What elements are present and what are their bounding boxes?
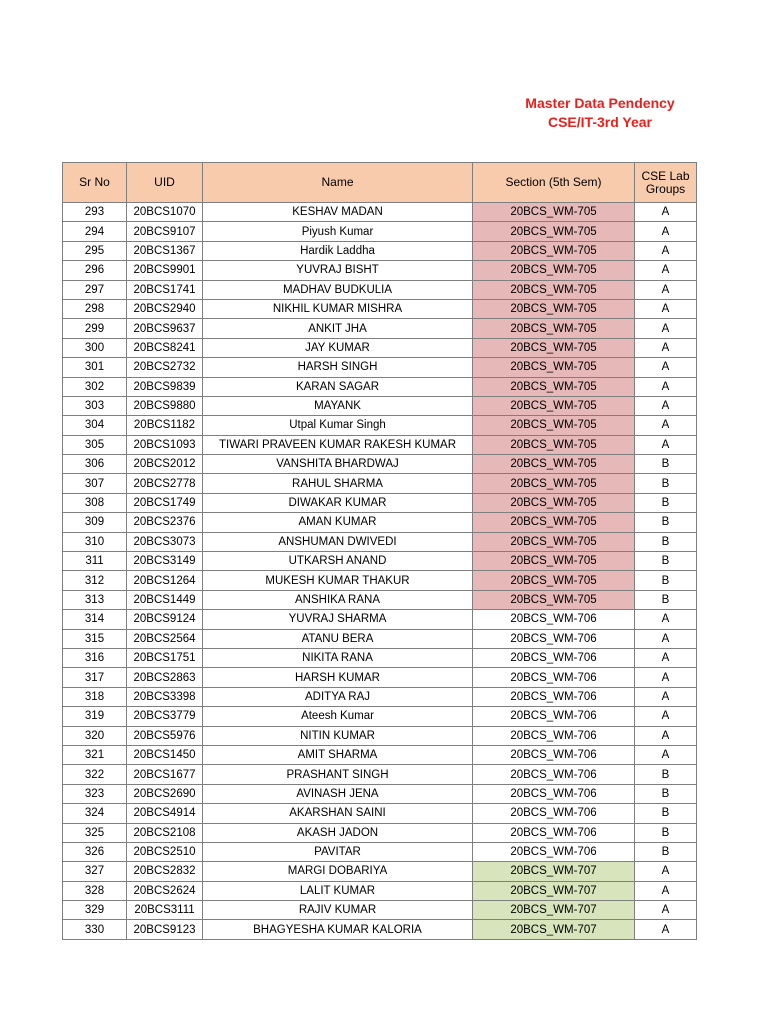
table-row [63, 338, 697, 357]
cell-uid: 20BCS9123 [127, 920, 203, 939]
cell-name: NITIN KUMAR [203, 726, 473, 745]
cell-sr-no: 312 [63, 571, 127, 590]
cell-uid: 20BCS2510 [127, 842, 203, 861]
cell-sr-no: 295 [63, 241, 127, 260]
cell-sr-no: 307 [63, 474, 127, 493]
table-row [63, 513, 697, 532]
cell-section: 20BCS_WM-705 [473, 241, 635, 260]
cell-sr-no: 323 [63, 784, 127, 803]
cell-sr-no: 324 [63, 804, 127, 823]
cell-name: DIWAKAR KUMAR [203, 493, 473, 512]
cell-name: VANSHITA BHARDWAJ [203, 455, 473, 474]
cell-section: 20BCS_WM-705 [473, 513, 635, 532]
cell-lab-group: B [635, 532, 697, 551]
cell-lab-group: B [635, 552, 697, 571]
cell-uid: 20BCS9839 [127, 377, 203, 396]
cell-lab-group: A [635, 241, 697, 260]
cell-uid: 20BCS2832 [127, 862, 203, 881]
cell-uid: 20BCS2012 [127, 455, 203, 474]
cell-sr-no: 300 [63, 338, 127, 357]
table-row [63, 241, 697, 260]
cell-uid: 20BCS2624 [127, 881, 203, 900]
cell-uid: 20BCS9107 [127, 222, 203, 241]
cell-lab-group: A [635, 358, 697, 377]
table-row [63, 881, 697, 900]
cell-uid: 20BCS9901 [127, 261, 203, 280]
cell-uid: 20BCS3149 [127, 552, 203, 571]
cell-lab-group: A [635, 668, 697, 687]
cell-sr-no: 305 [63, 435, 127, 454]
cell-name: ANSHUMAN DWIVEDI [203, 532, 473, 551]
cell-name: TIWARI PRAVEEN KUMAR RAKESH KUMAR [203, 435, 473, 454]
cell-name: NIKITA RANA [203, 648, 473, 667]
cell-sr-no: 304 [63, 416, 127, 435]
table-row [63, 396, 697, 415]
cell-uid: 20BCS1093 [127, 435, 203, 454]
cell-sr-no: 329 [63, 901, 127, 920]
cell-sr-no: 299 [63, 319, 127, 338]
cell-section: 20BCS_WM-706 [473, 784, 635, 803]
cell-lab-group: A [635, 319, 697, 338]
table-row [63, 377, 697, 396]
cell-uid: 20BCS2690 [127, 784, 203, 803]
cell-lab-group: A [635, 862, 697, 881]
cell-section: 20BCS_WM-705 [473, 552, 635, 571]
table-row [63, 804, 697, 823]
cell-name: RAHUL SHARMA [203, 474, 473, 493]
cell-name: YUVRAJ SHARMA [203, 610, 473, 629]
cell-section: 20BCS_WM-705 [473, 377, 635, 396]
table-row [63, 319, 697, 338]
cell-lab-group: B [635, 804, 697, 823]
cell-sr-no: 302 [63, 377, 127, 396]
cell-uid: 20BCS8241 [127, 338, 203, 357]
cell-name: LALIT KUMAR [203, 881, 473, 900]
cell-uid: 20BCS2376 [127, 513, 203, 532]
cell-section: 20BCS_WM-706 [473, 745, 635, 764]
table-row [63, 707, 697, 726]
cell-name: KESHAV MADAN [203, 203, 473, 222]
cell-section: 20BCS_WM-707 [473, 862, 635, 881]
cell-section: 20BCS_WM-706 [473, 726, 635, 745]
cell-lab-group: A [635, 745, 697, 764]
cell-uid: 20BCS1070 [127, 203, 203, 222]
cell-lab-group: A [635, 901, 697, 920]
cell-sr-no: 313 [63, 590, 127, 609]
cell-name: PRASHANT SINGH [203, 765, 473, 784]
cell-name: ANKIT JHA [203, 319, 473, 338]
table-row [63, 203, 697, 222]
cell-sr-no: 327 [63, 862, 127, 881]
cell-lab-group: A [635, 396, 697, 415]
cell-uid: 20BCS9637 [127, 319, 203, 338]
table-row [63, 435, 697, 454]
header-sr-no: Sr No [63, 163, 127, 203]
table-row [63, 280, 697, 299]
cell-name: PAVITAR [203, 842, 473, 861]
table-row [63, 571, 697, 590]
table-row [63, 765, 697, 784]
cell-uid: 20BCS9124 [127, 610, 203, 629]
cell-lab-group: B [635, 823, 697, 842]
cell-name: UTKARSH ANAND [203, 552, 473, 571]
cell-section: 20BCS_WM-706 [473, 610, 635, 629]
cell-lab-group: B [635, 571, 697, 590]
cell-sr-no: 320 [63, 726, 127, 745]
cell-uid: 20BCS1182 [127, 416, 203, 435]
cell-name: AKARSHAN SAINI [203, 804, 473, 823]
cell-name: Ateesh Kumar [203, 707, 473, 726]
header-section: Section (5th Sem) [473, 163, 635, 203]
cell-lab-group: A [635, 610, 697, 629]
table-row [63, 920, 697, 939]
cell-lab-group: B [635, 455, 697, 474]
cell-name: Piyush Kumar [203, 222, 473, 241]
cell-sr-no: 308 [63, 493, 127, 512]
cell-lab-group: B [635, 513, 697, 532]
cell-name: AMIT SHARMA [203, 745, 473, 764]
cell-section: 20BCS_WM-705 [473, 532, 635, 551]
cell-uid: 20BCS1264 [127, 571, 203, 590]
cell-section: 20BCS_WM-705 [473, 261, 635, 280]
cell-section: 20BCS_WM-706 [473, 629, 635, 648]
cell-lab-group: A [635, 687, 697, 706]
cell-lab-group: B [635, 842, 697, 861]
cell-uid: 20BCS1751 [127, 648, 203, 667]
cell-uid: 20BCS1367 [127, 241, 203, 260]
cell-name: MUKESH KUMAR THAKUR [203, 571, 473, 590]
cell-uid: 20BCS1450 [127, 745, 203, 764]
cell-uid: 20BCS1449 [127, 590, 203, 609]
cell-lab-group: A [635, 416, 697, 435]
cell-uid: 20BCS4914 [127, 804, 203, 823]
cell-sr-no: 294 [63, 222, 127, 241]
cell-section: 20BCS_WM-706 [473, 648, 635, 667]
cell-lab-group: B [635, 590, 697, 609]
table-row [63, 474, 697, 493]
cell-name: MARGI DOBARIYA [203, 862, 473, 881]
pendency-table [62, 162, 697, 940]
cell-section: 20BCS_WM-705 [473, 590, 635, 609]
table-row [63, 823, 697, 842]
cell-name: Utpal Kumar Singh [203, 416, 473, 435]
table-row [63, 455, 697, 474]
cell-section: 20BCS_WM-705 [473, 493, 635, 512]
cell-section: 20BCS_WM-706 [473, 707, 635, 726]
cell-section: 20BCS_WM-706 [473, 765, 635, 784]
cell-sr-no: 309 [63, 513, 127, 532]
cell-sr-no: 297 [63, 280, 127, 299]
cell-section: 20BCS_WM-705 [473, 416, 635, 435]
cell-uid: 20BCS2564 [127, 629, 203, 648]
cell-name: RAJIV KUMAR [203, 901, 473, 920]
cell-uid: 20BCS2863 [127, 668, 203, 687]
cell-name: AKASH JADON [203, 823, 473, 842]
cell-name: Hardik Laddha [203, 241, 473, 260]
cell-section: 20BCS_WM-705 [473, 455, 635, 474]
cell-section: 20BCS_WM-706 [473, 668, 635, 687]
cell-lab-group: A [635, 629, 697, 648]
table-row [63, 648, 697, 667]
table-body [63, 203, 697, 940]
cell-lab-group: A [635, 299, 697, 318]
title-line-1: Master Data Pendency [525, 95, 675, 111]
cell-section: 20BCS_WM-706 [473, 842, 635, 861]
cell-section: 20BCS_WM-705 [473, 299, 635, 318]
cell-lab-group: B [635, 493, 697, 512]
cell-uid: 20BCS5976 [127, 726, 203, 745]
cell-sr-no: 293 [63, 203, 127, 222]
cell-name: HARSH KUMAR [203, 668, 473, 687]
cell-name: MADHAV BUDKULIA [203, 280, 473, 299]
cell-name: AVINASH JENA [203, 784, 473, 803]
table-row [63, 610, 697, 629]
cell-sr-no: 306 [63, 455, 127, 474]
cell-lab-group: A [635, 203, 697, 222]
table-row [63, 668, 697, 687]
cell-sr-no: 301 [63, 358, 127, 377]
cell-lab-group: A [635, 881, 697, 900]
table-row [63, 552, 697, 571]
cell-sr-no: 316 [63, 648, 127, 667]
cell-sr-no: 319 [63, 707, 127, 726]
table-row [63, 842, 697, 861]
cell-uid: 20BCS1749 [127, 493, 203, 512]
cell-name: YUVRAJ BISHT [203, 261, 473, 280]
cell-section: 20BCS_WM-706 [473, 687, 635, 706]
table-row [63, 261, 697, 280]
cell-lab-group: B [635, 784, 697, 803]
table-row [63, 901, 697, 920]
cell-section: 20BCS_WM-707 [473, 920, 635, 939]
cell-uid: 20BCS3073 [127, 532, 203, 551]
header-lab-groups: CSE Lab Groups [635, 163, 697, 203]
cell-uid: 20BCS3398 [127, 687, 203, 706]
cell-sr-no: 314 [63, 610, 127, 629]
cell-name: ADITYA RAJ [203, 687, 473, 706]
cell-lab-group: A [635, 920, 697, 939]
cell-section: 20BCS_WM-705 [473, 571, 635, 590]
cell-name: JAY KUMAR [203, 338, 473, 357]
cell-section: 20BCS_WM-706 [473, 804, 635, 823]
cell-lab-group: B [635, 765, 697, 784]
cell-sr-no: 303 [63, 396, 127, 415]
cell-name: BHAGYESHA KUMAR KALORIA [203, 920, 473, 939]
cell-section: 20BCS_WM-705 [473, 222, 635, 241]
table-row [63, 726, 697, 745]
document-title [430, 94, 768, 132]
cell-uid: 20BCS9880 [127, 396, 203, 415]
cell-sr-no: 311 [63, 552, 127, 571]
cell-section: 20BCS_WM-705 [473, 435, 635, 454]
cell-name: NIKHIL KUMAR MISHRA [203, 299, 473, 318]
cell-sr-no: 321 [63, 745, 127, 764]
cell-uid: 20BCS1741 [127, 280, 203, 299]
cell-lab-group: A [635, 338, 697, 357]
cell-section: 20BCS_WM-707 [473, 881, 635, 900]
cell-sr-no: 328 [63, 881, 127, 900]
cell-section: 20BCS_WM-706 [473, 823, 635, 842]
cell-lab-group: A [635, 435, 697, 454]
cell-sr-no: 318 [63, 687, 127, 706]
cell-uid: 20BCS2778 [127, 474, 203, 493]
cell-sr-no: 322 [63, 765, 127, 784]
table-row [63, 416, 697, 435]
cell-sr-no: 326 [63, 842, 127, 861]
cell-sr-no: 298 [63, 299, 127, 318]
cell-uid: 20BCS3111 [127, 901, 203, 920]
cell-sr-no: 325 [63, 823, 127, 842]
cell-section: 20BCS_WM-705 [473, 319, 635, 338]
cell-uid: 20BCS2940 [127, 299, 203, 318]
cell-sr-no: 310 [63, 532, 127, 551]
table-row [63, 532, 697, 551]
table-row [63, 629, 697, 648]
cell-section: 20BCS_WM-705 [473, 396, 635, 415]
cell-name: ANSHIKA RANA [203, 590, 473, 609]
table-row [63, 784, 697, 803]
table-row [63, 222, 697, 241]
header-name: Name [203, 163, 473, 203]
table-row [63, 590, 697, 609]
cell-section: 20BCS_WM-705 [473, 358, 635, 377]
title-line-2: CSE/IT-3rd Year [547, 114, 652, 130]
cell-name: AMAN KUMAR [203, 513, 473, 532]
cell-sr-no: 317 [63, 668, 127, 687]
cell-name: HARSH SINGH [203, 358, 473, 377]
cell-uid: 20BCS1677 [127, 765, 203, 784]
cell-name: MAYANK [203, 396, 473, 415]
cell-lab-group: A [635, 280, 697, 299]
cell-lab-group: B [635, 474, 697, 493]
cell-lab-group: A [635, 726, 697, 745]
cell-lab-group: A [635, 648, 697, 667]
cell-section: 20BCS_WM-705 [473, 338, 635, 357]
cell-lab-group: A [635, 261, 697, 280]
cell-section: 20BCS_WM-707 [473, 901, 635, 920]
table-header-row [63, 163, 697, 203]
cell-sr-no: 315 [63, 629, 127, 648]
cell-uid: 20BCS2108 [127, 823, 203, 842]
cell-lab-group: A [635, 377, 697, 396]
cell-section: 20BCS_WM-705 [473, 203, 635, 222]
table-row [63, 862, 697, 881]
cell-name: ATANU BERA [203, 629, 473, 648]
table-row [63, 299, 697, 318]
table-row [63, 745, 697, 764]
cell-sr-no: 296 [63, 261, 127, 280]
cell-uid: 20BCS2732 [127, 358, 203, 377]
table-row [63, 687, 697, 706]
table-row [63, 493, 697, 512]
cell-uid: 20BCS3779 [127, 707, 203, 726]
cell-lab-group: A [635, 707, 697, 726]
cell-lab-group: A [635, 222, 697, 241]
table-row [63, 358, 697, 377]
header-uid: UID [127, 163, 203, 203]
cell-sr-no: 330 [63, 920, 127, 939]
cell-section: 20BCS_WM-705 [473, 280, 635, 299]
cell-name: KARAN SAGAR [203, 377, 473, 396]
cell-section: 20BCS_WM-705 [473, 474, 635, 493]
